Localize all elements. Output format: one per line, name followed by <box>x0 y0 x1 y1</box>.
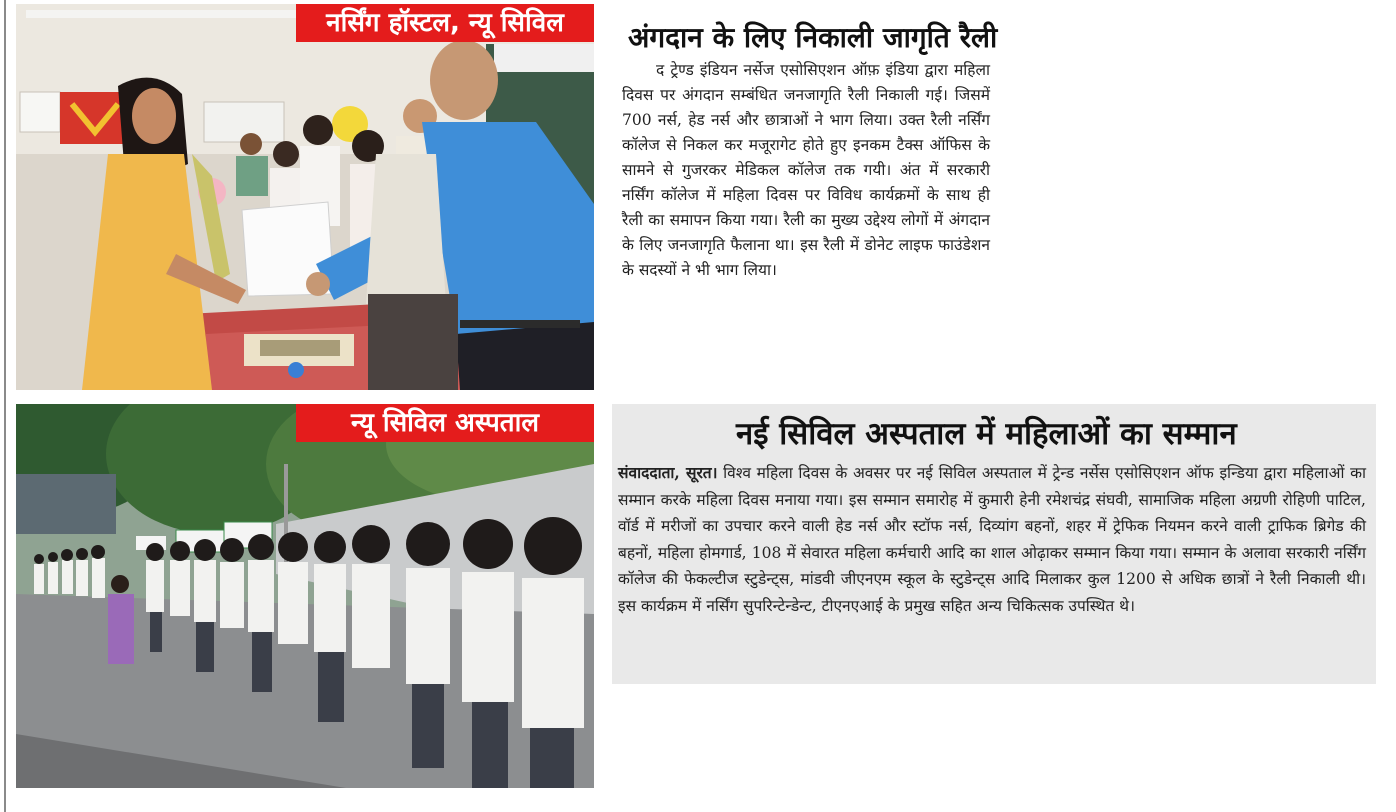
article2-headline: नई सिविल अस्पताल में महिलाओं का सम्मान <box>736 416 1237 452</box>
article1-headline: अंगदान के लिए निकाली जागृति रैली <box>628 21 998 54</box>
rally-photo <box>16 404 594 788</box>
article1-body <box>622 58 990 283</box>
article2-body-text: विश्व महिला दिवस के अवसर पर नई सिविल अस्पताल में ट्रेन्ड नर्सेस एसोसिएशन ऑफ इन्डिया द्वारा महिलाओं का सम्मान करके महिला दिवस मनाया गया। इस सम्मान समारोह में कुमारी हेनी रमेशचंद्र संघवी, सामाजिक महिला अग्रणी रोहिणी पाटिल, वॉर्ड में मरीजों का उपचार करने वाली हेड नर्स और स्टॉफ नर्स, दिव्यांग बहनों, शहर में ट्रेफिक नियमन करने वाली ट्राफिक ब्रिगेड की बहनों, महिला होमगार्ड, 108 में सेवारत महिला कर्मचारी आदि का शाल ओढ़ाकर सम्मान किया गया। सम्मान के अलावा सरकारी नर्सिंग कॉलेज की फेकल्टीज स्टुडेन्ट्स, मांडवी जीएनएम स्कूल के स्टुडेन्ट्स आदि मिलाकर कुल 1200 से अधिक छात्रों ने रैली निकाली थी। इस कार्यक्रम में नर्सिंग सुपरिन्टेन्डेन्ट, टीएनएआई के प्रमुख सहित अन्य चिकित्सक उपस्थित थे। <box>618 464 1366 615</box>
article2-photo-caption: न्यू सिविल अस्पताल <box>296 404 594 442</box>
article1-photo-caption: नर्सिंग हॉस्टल, न्यू सिविल <box>296 4 594 42</box>
article1-body-text: द ट्रेण्ड इंडियन नर्सेज एसोसिएशन ऑफ़ इंडिया द्वारा महिला दिवस पर अंगदान सम्बंधित जनजागृति रैली निकाली गई। जिसमें 700 नर्स, हेड नर्स और छात्राओं ने भाग लिया। उक्त रैली नर्सिंग कॉलेज से निकल कर मजूरागेट होते हुए इनकम टैक्स ऑफिस के सामने से गुजरकर मेडिकल कॉलेज तक गयी। अंत में सरकारी नर्सिंग कॉलेज में महिला दिवस पर विविध कार्यक्रमों के साथ ही रैली का समापन किया गया। रैली का मुख्य उद्देश्य लोगों में अंगदान के लिए जनजागृति फैलाना था। इस रैली में डोनेट लाइफ फाउंडेशन के सदस्यों ने भी भाग लिया। <box>622 61 990 279</box>
ceremony-photo <box>16 4 594 390</box>
article2-body <box>618 460 1366 619</box>
page-left-rule <box>4 0 6 812</box>
article2-dateline: संवाददाता, सूरत। <box>618 463 718 482</box>
